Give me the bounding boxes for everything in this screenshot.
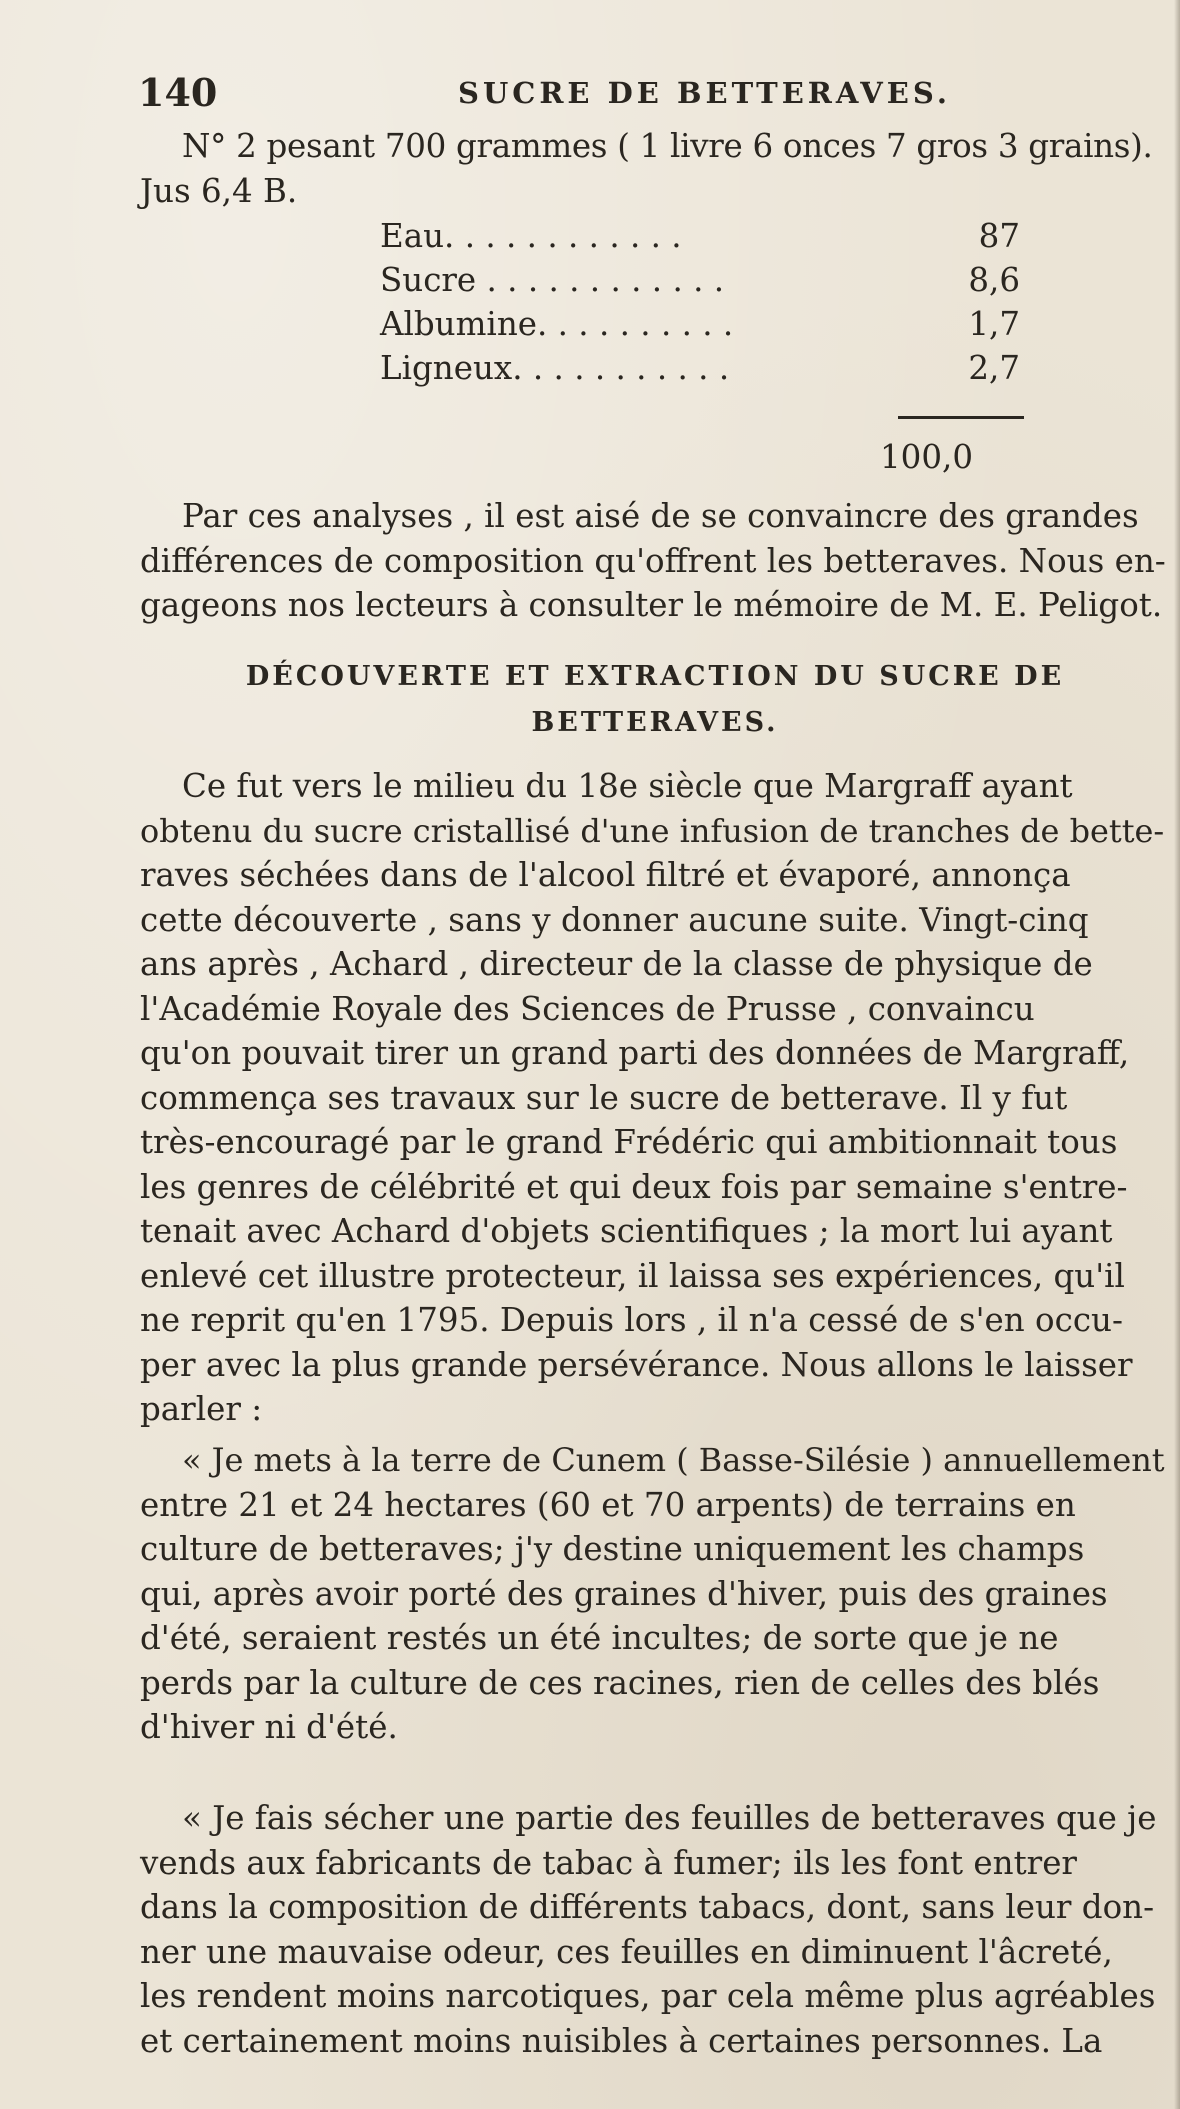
analysis-label: Sucre . . . . . . . . . . . . [380, 261, 725, 299]
paragraph-line: parler : [140, 1390, 263, 1428]
page-header [138, 70, 1140, 120]
analysis-value: 1,7 [968, 305, 1020, 343]
paragraph-line: vends aux fabricants de tabac à fumer; ils les font entrer [140, 1843, 1077, 1882]
paragraph-line: très-encouragé par le grand Frédéric qui ambitionnait tous [140, 1123, 1118, 1161]
analysis-label: Albumine. . . . . . . . . . [380, 305, 734, 343]
paragraph-line: « Je mets à la terre de Cunem ( Basse-Silésie ) annuellement [182, 1441, 1165, 1479]
analysis-row [380, 214, 1020, 258]
paragraph-line: « Je fais sécher une partie des feuilles de betteraves que je [182, 1799, 1157, 1837]
paragraph-line: Par ces analyses , il est aisé de se convaincre des grandes [182, 497, 1139, 535]
paragraph-line: cette découverte , sans y donner aucune suite. Vingt-cinq [140, 900, 1089, 939]
analysis-value: 8,6 [968, 261, 1020, 299]
paragraph-line: perds par la culture de ces racines, rien de celles des blés [140, 1663, 1100, 1702]
paragraph-line: raves séchées dans de l'alcool filtré et évaporé, annonça [140, 856, 1071, 894]
paragraph-quote-leaves [140, 1796, 1170, 2063]
paragraph-quote-cunem [140, 1438, 1170, 1750]
paragraph-line: l'Académie Royale des Sciences de Prusse , convaincu [140, 989, 1035, 1028]
running-head: SUCRE DE BETTERAVES. [458, 76, 951, 110]
analysis-label: Eau. . . . . . . . . . . . [380, 217, 682, 255]
sample-line-2: Jus 6,4 B. [140, 171, 298, 210]
section-title-line-1: DÉCOUVERTE ET EXTRACTION DU SUCRE DE [245, 661, 1065, 692]
section-title-line-2: BETTERAVES. [531, 707, 779, 738]
paragraph-line: obtenu du sucre cristallisé d'une infusion de tranches de bette- [140, 811, 1165, 850]
paragraph-line: d'hiver ni d'été. [140, 1708, 398, 1746]
paragraph-line: qu'on pouvait tirer un grand parti des données de Margraff, [140, 1034, 1130, 1072]
analysis-value: 2,7 [968, 349, 1020, 387]
analysis-row [380, 258, 1020, 302]
analysis-total: 100,0 [880, 438, 974, 476]
paragraph-line: et certainement moins nuisibles à certaines personnes. La [140, 2021, 1103, 2060]
sample-line-1: N° 2 pesant 700 grammes ( 1 livre 6 onces 7 gros 3 grains). [182, 127, 1153, 165]
paragraph-line: tenait avec Achard d'objets scientifiques ; la mort lui ayant [140, 1212, 1113, 1250]
paragraph-line: gageons nos lecteurs à consulter le mémoire de M. E. Peligot. [140, 586, 1163, 624]
paragraph-line: ner une mauvaise odeur, ces feuilles en diminuent l'âcreté, [140, 1932, 1113, 1971]
analysis-table [380, 214, 1020, 390]
sample-description [140, 124, 1170, 213]
section-title [140, 654, 1170, 746]
paragraph-line: d'été, seraient restés un été incultes; de sorte que je ne [140, 1619, 1059, 1657]
paragraph-line: qui, après avoir porté des graines d'hiver, puis des graines [140, 1574, 1108, 1613]
analysis-label: Ligneux. . . . . . . . . . . [380, 349, 730, 387]
analysis-row [380, 346, 1020, 390]
paragraph-line: culture de betteraves; j'y destine uniquement les champs [140, 1530, 1085, 1568]
paragraph-line: commença ses travaux sur le sucre de betterave. Il y fut [140, 1078, 1068, 1117]
paragraph-line: ne reprit qu'en 1795. Depuis lors , il n'a cessé de s'en occu- [140, 1301, 1123, 1339]
paragraph-history [140, 764, 1170, 1432]
page-edge-shadow [1174, 0, 1180, 2109]
paragraph-line: ans après , Achard , directeur de la classe de physique de [140, 945, 1093, 983]
paragraph-line: différences de composition qu'offrent les betteraves. Nous en- [140, 541, 1166, 580]
paragraph-line: per avec la plus grande persévérance. Nous allons le laisser [140, 1345, 1133, 1384]
paragraph-line: Ce fut vers le milieu du 18e siècle que Margraff ayant [182, 767, 1073, 805]
paragraph-line: entre 21 et 24 hectares (60 et 70 arpents) de terrains en [140, 1485, 1076, 1524]
paragraph-line: les genres de célébrité et qui deux fois par semaine s'entre- [140, 1167, 1128, 1206]
total-rule [898, 416, 1024, 419]
paragraph-line: dans la composition de différents tabacs, dont, sans leur don- [140, 1888, 1155, 1926]
paragraph-analyses [140, 494, 1170, 628]
analysis-value: 87 [978, 217, 1020, 255]
analysis-row [380, 302, 1020, 346]
paragraph-line: enlevé cet illustre protecteur, il laissa ses expériences, qu'il [140, 1256, 1125, 1295]
paragraph-line: les rendent moins narcotiques, par cela même plus agréables [140, 1977, 1156, 2015]
page-number: 140 [138, 70, 218, 115]
